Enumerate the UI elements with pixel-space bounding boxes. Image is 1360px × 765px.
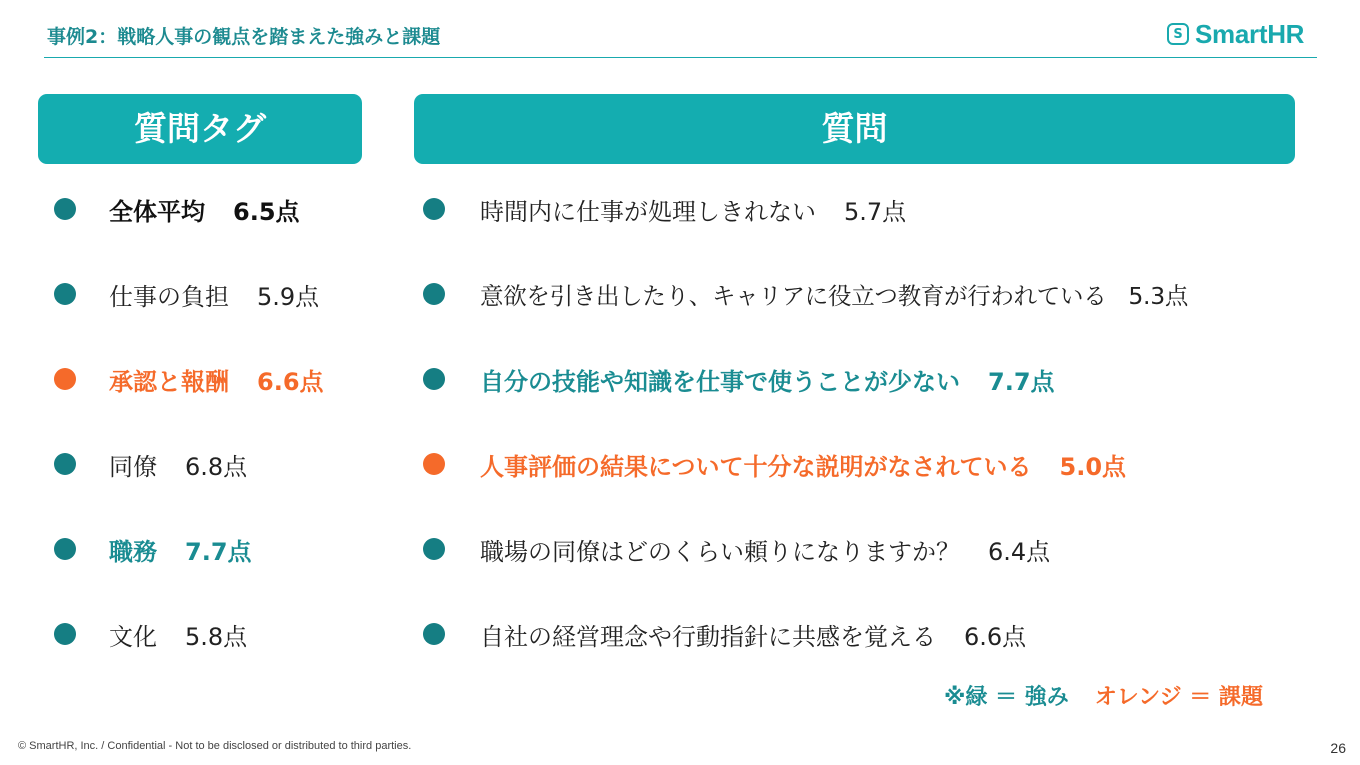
tag-label: 職務 7.7点 [109,537,252,566]
footer-copyright: © SmartHR, Inc. / Confidential - Not to be disclosed or distributed to third parties. [18,740,412,752]
question-label: 人事評価の結果について十分な説明がなされている 5.0点 [480,452,1127,481]
question-row [423,529,1050,569]
question-score: 6.6点 [964,622,1027,651]
smarthr-logo [1167,19,1304,49]
tag-row-colleagues [54,444,247,484]
bullet-icon [423,538,445,560]
questions-column-header: 質問 [414,94,1295,164]
tag-score: 5.8点 [185,622,248,651]
color-legend [944,680,1263,711]
question-score: 5.7点 [844,197,907,226]
tag-label: 文化 5.8点 [109,622,248,651]
bullet-icon [423,368,445,390]
bullet-icon [423,283,445,305]
tag-score: 7.7点 [185,537,252,566]
tag-label: 全体平均 6.5点 [109,197,300,226]
legend-weakness: オレンジ ＝ 課題 [1094,685,1263,710]
bullet-icon [54,198,76,220]
question-row [423,614,1026,654]
question-score: 5.0点 [1059,452,1127,481]
tag-score: 5.9点 [257,282,320,311]
question-score: 5.3点 [1128,282,1189,310]
question-score: 7.7点 [988,367,1055,396]
bullet-icon [54,538,76,560]
smarthr-logo-icon: S [1167,23,1189,45]
question-label: 自社の経営理念や行動指針に共感を覚える 6.6点 [480,622,1027,651]
bullet-icon [423,198,445,220]
question-label: 職場の同僚はどのくらい頼りになりますか？ 6.4点 [480,537,1051,566]
bullet-icon [423,623,445,645]
legend-strength: ※緑 ＝ 強み [944,685,1069,710]
tag-label: 同僚 6.8点 [109,452,248,481]
tag-score: 6.8点 [185,452,248,481]
page-number: 26 [1330,740,1346,756]
tag-label: 承認と報酬 6.6点 [109,367,324,396]
smarthr-logo-text: SmartHR [1195,18,1305,49]
question-row [423,189,906,229]
question-label: 時間内に仕事が処理しきれない 5.7点 [480,197,907,226]
tag-row-workload [54,274,319,314]
tag-row-culture [54,614,247,654]
bullet-icon [423,453,445,475]
question-label: 意欲を引き出したり、キャリアに役立つ教育が行われている 5.3点 [480,282,1189,310]
bullet-icon [54,453,76,475]
tags-column-header: 質問タグ [38,94,362,164]
bullet-icon [54,283,76,305]
question-score: 6.4点 [988,537,1051,566]
header-title: 事例2：戦略人事の観点を踏まえた強みと課題 [47,26,441,48]
tag-label: 仕事の負担 5.9点 [109,282,320,311]
question-row [423,274,1188,314]
tag-score: 6.5点 [233,197,300,226]
question-row [423,444,1126,484]
bullet-icon [54,623,76,645]
bullet-icon [54,368,76,390]
question-row [423,359,1055,399]
question-label: 自分の技能や知識を仕事で使うことが少ない 7.7点 [480,367,1055,396]
header-rule [44,57,1317,58]
tag-row-average [54,189,300,229]
tag-row-duties [54,529,252,569]
tag-row-recognition [54,359,324,399]
tag-score: 6.6点 [257,367,324,396]
